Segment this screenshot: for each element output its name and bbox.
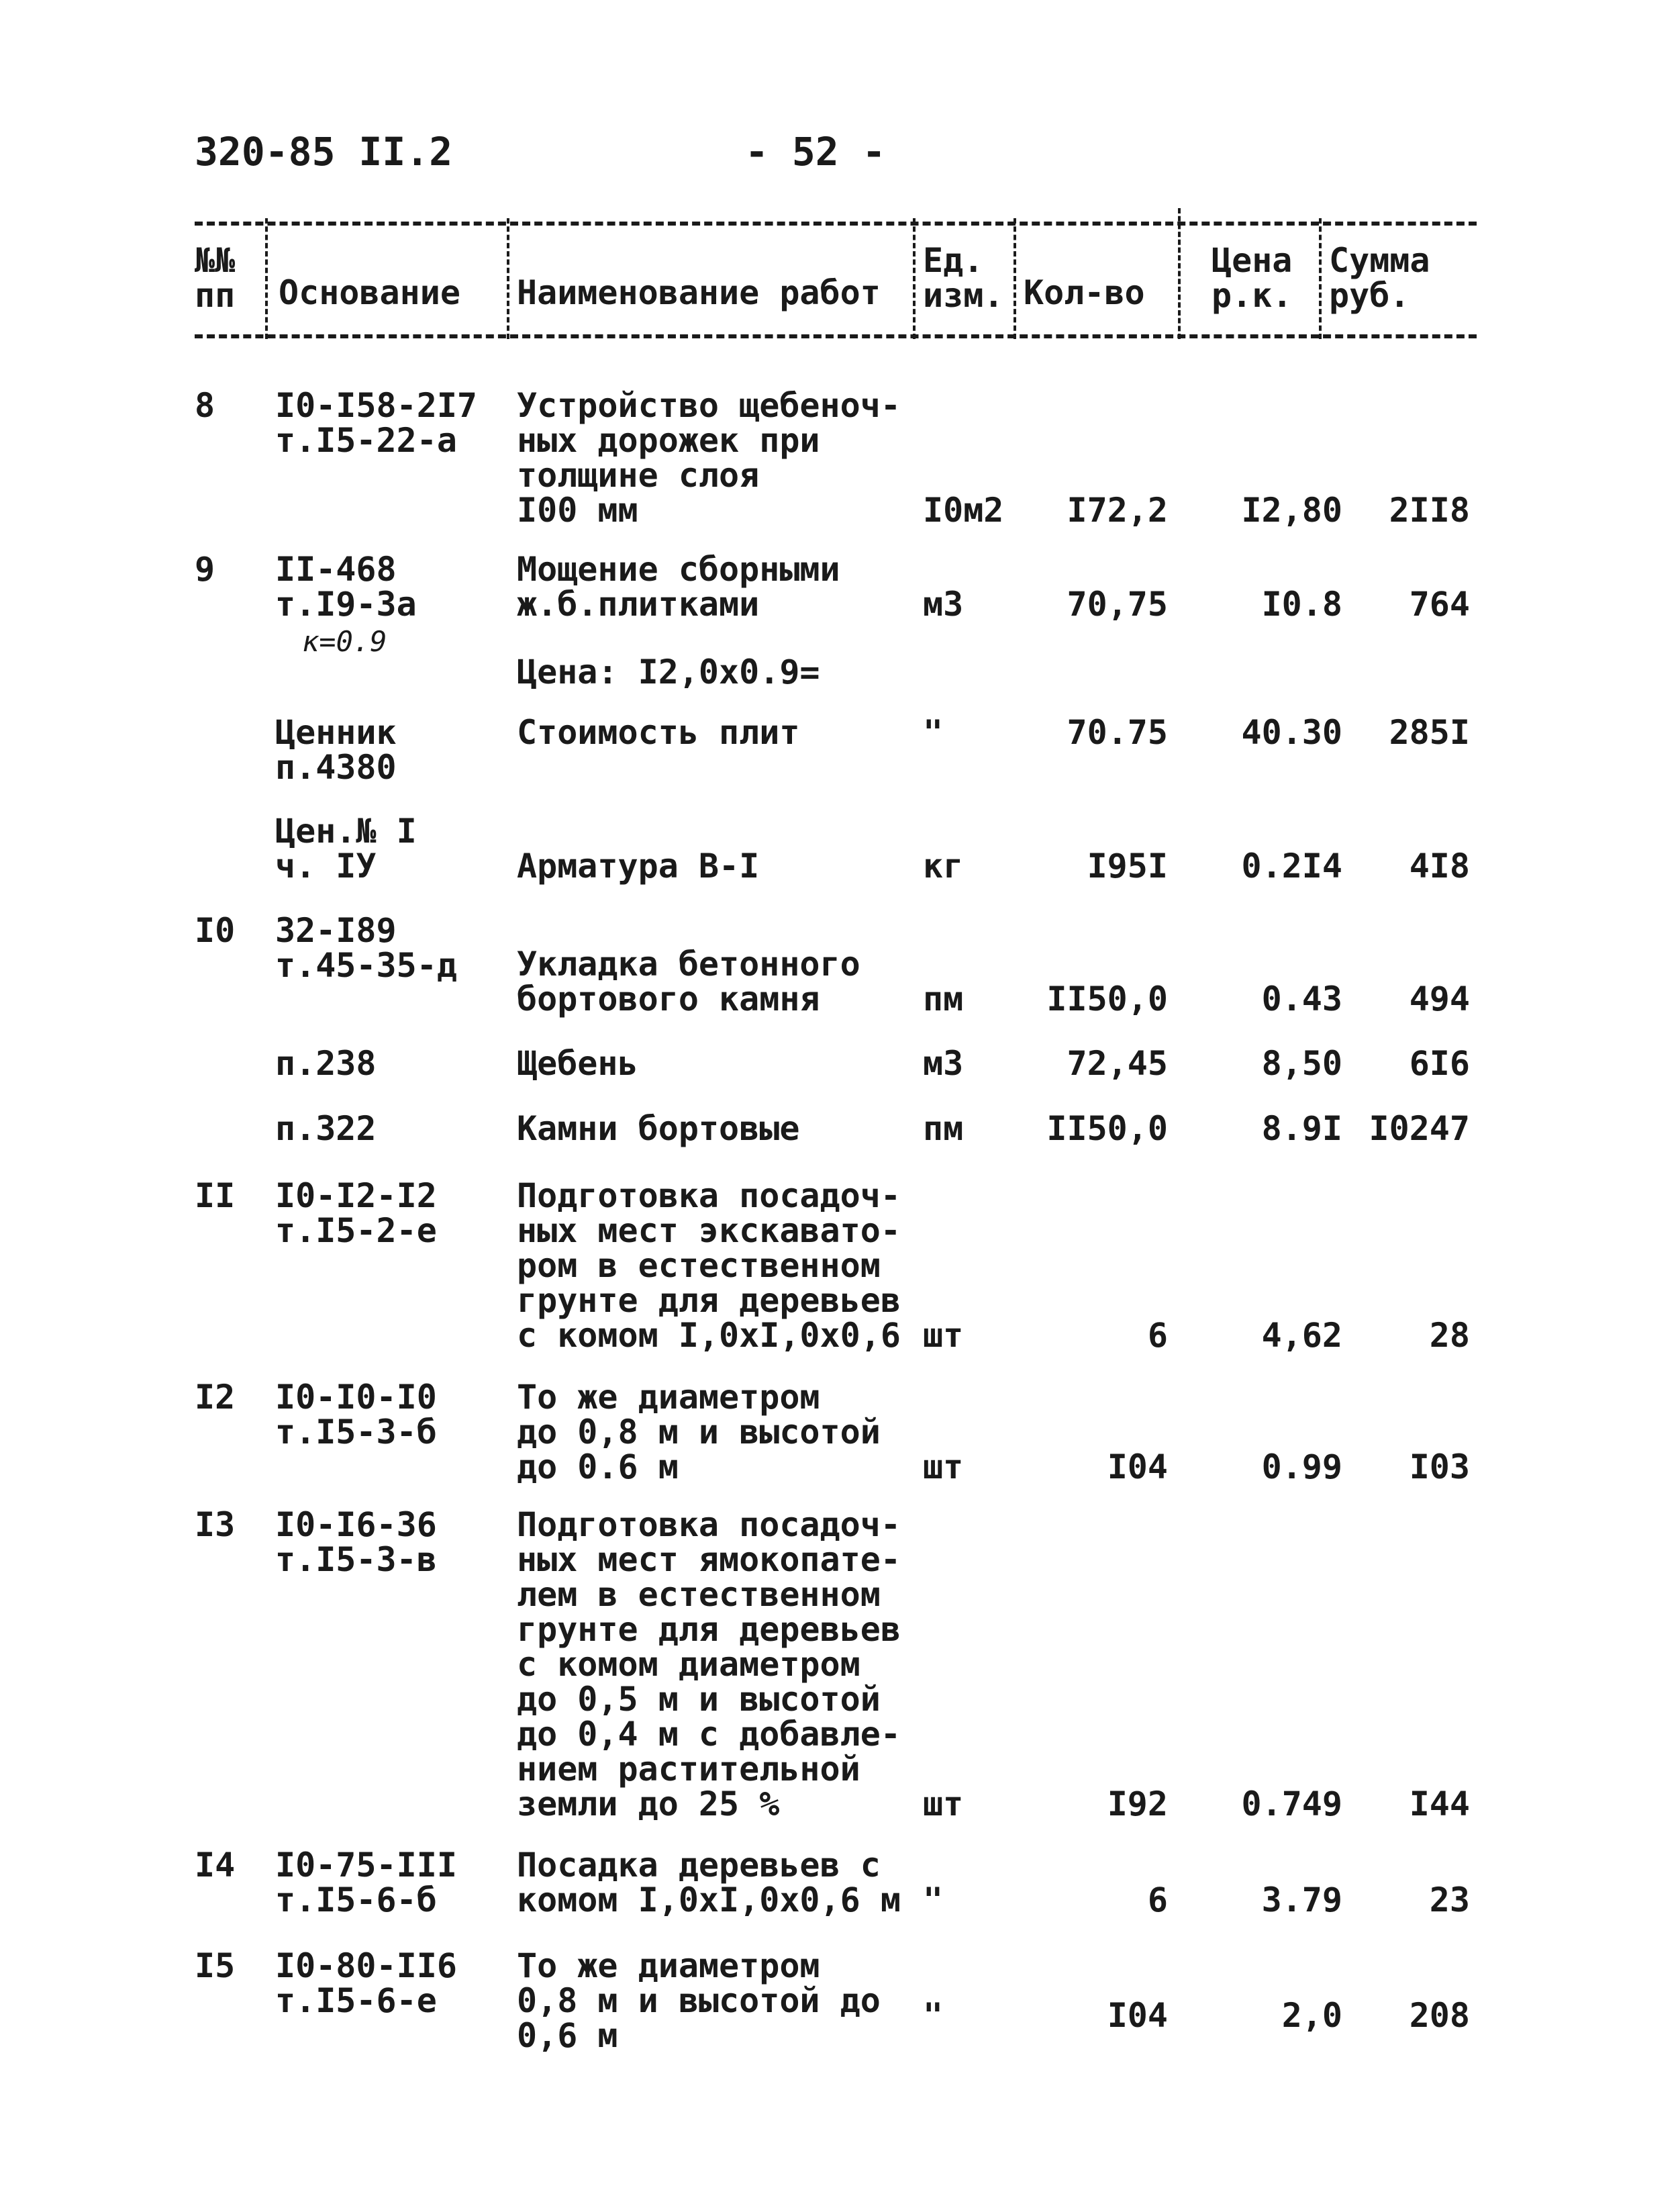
- row-quantity: 70.75: [1067, 713, 1168, 752]
- row-quantity: 72,45: [1067, 1044, 1168, 1083]
- row-work-name: Мощение сборными ж.б.плитками: [517, 550, 840, 624]
- column-separator: [265, 218, 268, 339]
- row-quantity: II50,0: [1046, 1109, 1168, 1148]
- row-quantity: I95I: [1087, 847, 1168, 886]
- row-quantity: 6: [1147, 1316, 1168, 1355]
- row-basis: I0-I6-36 т.I5-3-в: [275, 1505, 437, 1579]
- row-number: II: [195, 1176, 236, 1215]
- row-number: 8: [195, 386, 215, 425]
- column-header-sum: Сумма руб.: [1329, 241, 1430, 315]
- row-unit: пм: [923, 980, 964, 1018]
- row-number: I3: [195, 1505, 236, 1544]
- row-work-name: Посадка деревьев с комом I,0xI,0x0,6 м: [517, 1846, 901, 1919]
- row-sum: 4I8: [1409, 847, 1470, 886]
- row-sum: I03: [1409, 1447, 1470, 1486]
- row-basis: 32-I89 т.45-35-д: [275, 911, 457, 985]
- row-unit: кг: [923, 847, 964, 886]
- row-sum: 2II8: [1389, 491, 1470, 530]
- row-sum: 494: [1409, 980, 1470, 1018]
- page-number: - 52 -: [745, 129, 886, 175]
- row-basis: I0-I58-2I7 т.I5-22-а: [275, 386, 478, 460]
- column-header-unit: Ед. изм.: [923, 241, 1004, 315]
- row-work-name: Цена: I2,0x0.9=: [517, 653, 820, 692]
- row-coefficient-note: к=0.9: [302, 625, 387, 658]
- row-basis: п.238: [275, 1044, 377, 1083]
- row-unit: шт: [923, 1316, 964, 1355]
- row-unit: шт: [923, 1785, 964, 1823]
- document-code: 320-85 II.2: [195, 129, 453, 175]
- row-price: 8.9I: [1261, 1109, 1342, 1148]
- row-sum: I44: [1409, 1785, 1470, 1823]
- row-number: I4: [195, 1846, 236, 1885]
- row-price: 8,50: [1261, 1044, 1342, 1083]
- row-sum: 764: [1409, 585, 1470, 624]
- row-work-name: Щебень: [517, 1044, 638, 1083]
- row-unit: шт: [923, 1447, 964, 1486]
- row-work-name: Арматура В-I: [517, 847, 760, 886]
- row-quantity: 70,75: [1067, 585, 1168, 624]
- table-header-top-rule: [195, 222, 1477, 226]
- row-unit: I0м2: [923, 491, 1004, 530]
- row-basis: I0-80-II6 т.I5-6-е: [275, 1946, 457, 2020]
- row-sum: 28: [1429, 1316, 1470, 1355]
- row-unit: м3: [923, 1044, 964, 1083]
- row-price: 0.99: [1261, 1447, 1342, 1486]
- row-sum: 208: [1409, 1996, 1470, 2035]
- column-separator: [913, 218, 916, 339]
- column-header-name: Наименование работ: [517, 273, 881, 312]
- row-basis: п.322: [275, 1109, 377, 1148]
- row-number: I2: [195, 1378, 236, 1417]
- row-quantity: 6: [1147, 1881, 1168, 1919]
- row-sum: 23: [1429, 1881, 1470, 1919]
- row-unit: пм: [923, 1109, 964, 1148]
- row-number: 9: [195, 550, 215, 589]
- row-sum: 285I: [1389, 713, 1470, 752]
- row-work-name: То же диаметром до 0,8 м и высотой до 0.6 м: [517, 1378, 881, 1486]
- row-unit: ": [923, 1881, 944, 1919]
- row-basis: I0-I2-I2 т.I5-2-е: [275, 1176, 437, 1250]
- column-separator: [1319, 218, 1322, 339]
- row-price: 0.43: [1261, 980, 1342, 1018]
- column-header-qty: Кол-во: [1024, 273, 1145, 312]
- row-quantity: II50,0: [1046, 980, 1168, 1018]
- row-work-name: Подготовка посадоч- ных мест ямокопате- лем в естественном грунте для деревьев с комом диаметром до 0,5 м и высотой до 0,4 м с добавле- нием растительной земли до 25 %: [517, 1505, 901, 1823]
- row-sum: 6I6: [1409, 1044, 1470, 1083]
- row-basis: Цен.№ I ч. IУ: [275, 812, 417, 886]
- row-work-name: Стоимость плит: [517, 713, 800, 752]
- column-header-num: №№ пп: [195, 241, 236, 315]
- row-price: 4,62: [1261, 1316, 1342, 1355]
- row-quantity: I92: [1107, 1785, 1168, 1823]
- row-price: 0.749: [1241, 1785, 1342, 1823]
- row-price: 3.79: [1261, 1881, 1342, 1919]
- row-unit: ": [923, 713, 944, 752]
- row-price: 40.30: [1241, 713, 1342, 752]
- row-basis: Ценник п.4380: [275, 713, 397, 787]
- column-separator: [507, 218, 509, 339]
- row-work-name: Устройство щебеноч- ных дорожек при толщине слоя I00 мм: [517, 386, 901, 530]
- row-number: I0: [195, 911, 236, 950]
- row-quantity: I72,2: [1067, 491, 1168, 530]
- row-price: I0.8: [1261, 585, 1342, 624]
- row-sum: I0247: [1369, 1109, 1470, 1148]
- row-work-name: Подготовка посадоч- ных мест экскавато- ром в естественном грунте для деревьев с комом I,0xI,0x0,6: [517, 1176, 901, 1355]
- row-unit: ": [923, 1996, 944, 2035]
- row-quantity: I04: [1107, 1447, 1168, 1486]
- row-price: 2,0: [1281, 1996, 1342, 2035]
- row-unit: м3: [923, 585, 964, 624]
- column-separator: [1178, 208, 1181, 339]
- column-header-price: Цена р.к.: [1212, 241, 1293, 315]
- row-price: 0.2I4: [1241, 847, 1342, 886]
- row-basis: II-468 т.I9-3а: [275, 550, 417, 624]
- row-price: I2,80: [1241, 491, 1342, 530]
- column-separator: [1014, 218, 1016, 339]
- row-quantity: I04: [1107, 1996, 1168, 2035]
- column-header-basis: Основание: [279, 273, 460, 312]
- row-work-name: Укладка бетонного бортового камня: [517, 945, 860, 1018]
- row-work-name: Камни бортовые: [517, 1109, 800, 1148]
- row-number: I5: [195, 1946, 236, 1985]
- row-basis: I0-75-III т.I5-6-б: [275, 1846, 457, 1919]
- row-basis: I0-I0-I0 т.I5-3-б: [275, 1378, 437, 1452]
- row-work-name: То же диаметром 0,8 м и высотой до 0,6 м: [517, 1946, 881, 2055]
- table-header-bottom-rule: [195, 334, 1477, 338]
